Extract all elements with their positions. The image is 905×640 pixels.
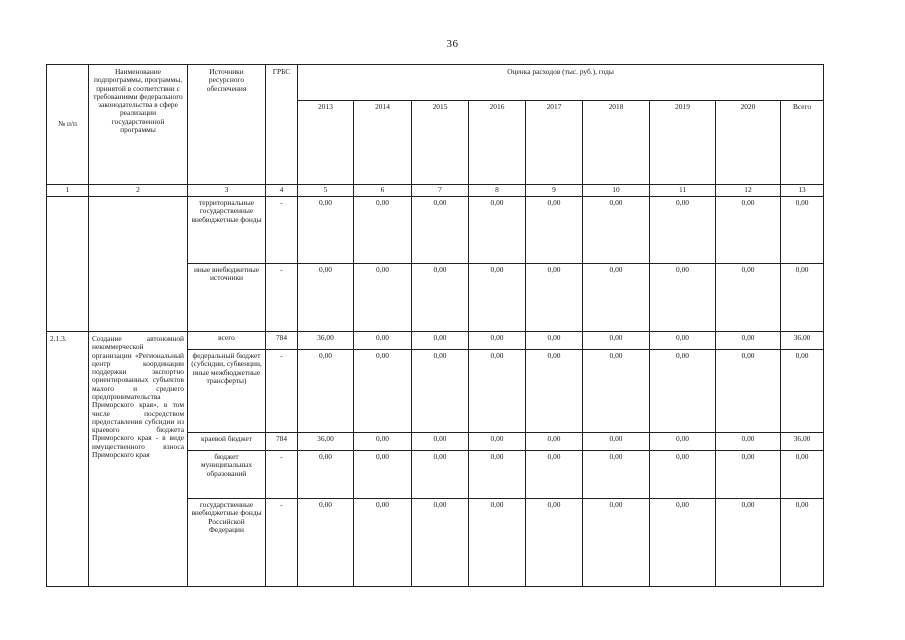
value-cell: 0,00 (354, 433, 412, 451)
value-cell: 0,00 (781, 264, 824, 332)
value-cell: 0,00 (412, 433, 469, 451)
value-cell: 0,00 (526, 350, 583, 433)
column-number: 6 (354, 185, 412, 197)
value-cell: 36,00 (298, 433, 354, 451)
source-cell: бюджет муниципальных образований (188, 451, 266, 499)
value-cell: 0,00 (650, 332, 716, 350)
column-number: 5 (298, 185, 354, 197)
grbs-cell: - (266, 350, 298, 433)
value-cell: 0,00 (354, 451, 412, 499)
column-number: 2 (89, 185, 188, 197)
page-number: 36 (446, 38, 459, 50)
value-cell: 0,00 (716, 499, 781, 587)
column-number: 1 (47, 185, 89, 197)
value-cell: 36,00 (298, 332, 354, 350)
value-cell: 0,00 (583, 433, 650, 451)
grbs-cell: - (266, 499, 298, 587)
table-row (47, 332, 824, 350)
column-number: 3 (188, 185, 266, 197)
header-row-1 (47, 65, 824, 101)
grbs-cell: 784 (266, 332, 298, 350)
value-cell: 0,00 (583, 264, 650, 332)
value-cell: 0,00 (583, 350, 650, 433)
value-cell: 0,00 (526, 451, 583, 499)
column-number: 10 (583, 185, 650, 197)
value-cell: 0,00 (469, 451, 526, 499)
value-cell: 0,00 (469, 350, 526, 433)
item-name: Создание автономной некоммерческой организации «Региональный центр координации поддержки экспортно ориентированных субъектов малого и среднего предпринимательства Приморского края», в том числе посредством предоставления субсидии из краевого бюджета Приморского края - в виде имущественного взноса Приморского края (89, 332, 188, 587)
value-cell: 0,00 (781, 499, 824, 587)
value-cell: 0,00 (298, 499, 354, 587)
header-grbs: ГРБС (266, 65, 298, 185)
value-cell: 0,00 (354, 350, 412, 433)
value-cell: 0,00 (650, 499, 716, 587)
value-cell: 0,00 (716, 264, 781, 332)
expense-table (46, 64, 824, 587)
header-expense: Оценка расходов (тыс. руб.), годы (298, 65, 824, 101)
value-cell: 0,00 (412, 451, 469, 499)
value-cell: 0,00 (298, 350, 354, 433)
column-number: 13 (781, 185, 824, 197)
year-header: 2015 (412, 101, 469, 185)
value-cell: 0,00 (412, 264, 469, 332)
column-number: 11 (650, 185, 716, 197)
value-cell: 0,00 (412, 197, 469, 264)
value-cell: 0,00 (583, 332, 650, 350)
value-cell: 0,00 (716, 332, 781, 350)
column-number: 7 (412, 185, 469, 197)
value-cell: 0,00 (716, 350, 781, 433)
table-row (47, 197, 824, 264)
value-cell: 0,00 (526, 332, 583, 350)
value-cell: 0,00 (469, 264, 526, 332)
year-header: 2018 (583, 101, 650, 185)
column-number: 9 (526, 185, 583, 197)
value-cell: 0,00 (354, 197, 412, 264)
value-cell: 0,00 (526, 499, 583, 587)
value-cell: 0,00 (650, 264, 716, 332)
value-cell: 0,00 (469, 197, 526, 264)
source-cell: краевой бюджет (188, 433, 266, 451)
value-cell: 0,00 (526, 264, 583, 332)
value-cell: 0,00 (716, 197, 781, 264)
value-cell: 0,00 (412, 499, 469, 587)
value-cell: 0,00 (354, 499, 412, 587)
value-cell: 0,00 (526, 197, 583, 264)
value-cell: 0,00 (298, 197, 354, 264)
year-header: 2020 (716, 101, 781, 185)
value-cell: 0,00 (354, 332, 412, 350)
value-cell: 0,00 (781, 197, 824, 264)
header-num: № п/п (47, 65, 89, 185)
year-header: Всего (781, 101, 824, 185)
value-cell: 0,00 (526, 433, 583, 451)
value-cell: 0,00 (650, 350, 716, 433)
value-cell: 0,00 (650, 451, 716, 499)
value-cell: 0,00 (298, 264, 354, 332)
value-cell: 0,00 (298, 451, 354, 499)
header-name: Наименование подпрограммы, программы, принятой в соответствии с требованиями федерального законодательства в сфере реализации государственной программы (89, 65, 188, 185)
grbs-cell: - (266, 451, 298, 499)
source-cell: всего (188, 332, 266, 350)
value-cell: 0,00 (583, 197, 650, 264)
name-cell-empty (89, 197, 188, 332)
value-cell: 0,00 (412, 332, 469, 350)
column-number-row (47, 185, 824, 197)
source-cell: территориальные государственные внебюджетные фонды (188, 197, 266, 264)
value-cell: 0,00 (650, 433, 716, 451)
value-cell: 0,00 (354, 264, 412, 332)
year-header: 2013 (298, 101, 354, 185)
item-number: 2.1.3. (47, 332, 89, 587)
year-header: 2016 (469, 101, 526, 185)
source-cell: федеральный бюджет (субсидии, субвенции, иные межбюджетные трансферты) (188, 350, 266, 433)
value-cell: 0,00 (781, 350, 824, 433)
header-source: Источники ресурсного обеспечения (188, 65, 266, 185)
value-cell: 36,00 (781, 433, 824, 451)
value-cell: 0,00 (583, 499, 650, 587)
num-cell-empty (47, 197, 89, 332)
value-cell: 0,00 (716, 433, 781, 451)
value-cell: 0,00 (583, 451, 650, 499)
column-number: 4 (266, 185, 298, 197)
value-cell: 0,00 (650, 197, 716, 264)
value-cell: 0,00 (716, 451, 781, 499)
source-cell: государственные внебюджетные фонды Российской Федерации (188, 499, 266, 587)
source-cell: иные внебюджетные источники (188, 264, 266, 332)
value-cell: 0,00 (469, 332, 526, 350)
value-cell: 0,00 (781, 451, 824, 499)
year-header: 2017 (526, 101, 583, 185)
year-header: 2019 (650, 101, 716, 185)
year-header: 2014 (354, 101, 412, 185)
value-cell: 0,00 (469, 499, 526, 587)
grbs-cell: - (266, 197, 298, 264)
grbs-cell: 784 (266, 433, 298, 451)
column-number: 8 (469, 185, 526, 197)
grbs-cell: - (266, 264, 298, 332)
value-cell: 0,00 (412, 350, 469, 433)
value-cell: 0,00 (469, 433, 526, 451)
value-cell: 36,00 (781, 332, 824, 350)
column-number: 12 (716, 185, 781, 197)
